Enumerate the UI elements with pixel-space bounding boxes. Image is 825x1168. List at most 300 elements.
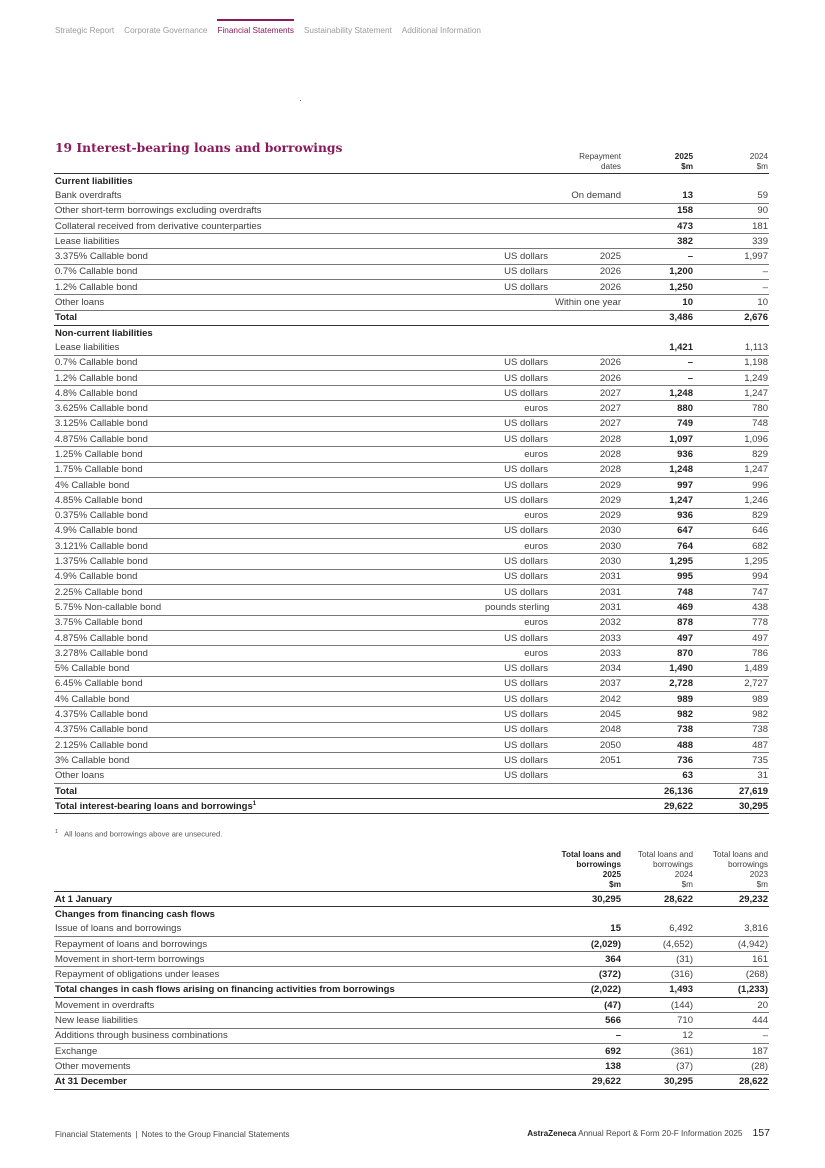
table-row: [54, 569, 769, 584]
row-currency: US dollars: [484, 692, 549, 707]
value-2024: 1,997: [694, 249, 769, 264]
value-2023: 161: [694, 952, 769, 967]
table-row: [54, 737, 769, 752]
table-row: [54, 1028, 769, 1043]
row-label: 3% Callable bond: [54, 753, 484, 768]
row-repayment-date: 2029: [549, 477, 622, 492]
table-row: [54, 998, 769, 1013]
row-repayment-date: 2025: [549, 249, 622, 264]
table-row: [54, 936, 769, 951]
value-2025: 29,622: [549, 1074, 622, 1089]
footer-report-title: Annual Report & Form 20-F Information 2025: [578, 1129, 743, 1138]
row-repayment-date: Within one year: [549, 295, 622, 310]
nav-item[interactable]: Financial Statements: [217, 26, 294, 35]
table-row: [54, 508, 769, 523]
row-currency: [484, 218, 549, 233]
row-repayment-date: 2050: [549, 737, 622, 752]
row-label: 3.375% Callable bond: [54, 249, 484, 264]
value-2024: (4,652): [622, 936, 694, 951]
total-2025: 26,136: [622, 783, 694, 798]
row-label: Repayment of obligations under leases: [54, 967, 549, 982]
value-2024: 1,295: [694, 554, 769, 569]
value-2025: 1,248: [622, 462, 694, 477]
table-row: [54, 280, 769, 295]
loans-table-header: [54, 152, 769, 174]
value-2024: 181: [694, 218, 769, 233]
total-row: [54, 783, 769, 798]
top-navigation: [55, 26, 481, 35]
row-label: 3.125% Callable bond: [54, 416, 484, 431]
row-label: 1.2% Callable bond: [54, 280, 484, 295]
table-row: [54, 646, 769, 661]
footer-report-info: [527, 1127, 770, 1139]
row-currency: US dollars: [484, 569, 549, 584]
value-2025: 30,295: [549, 892, 622, 907]
value-2023: (4,942): [694, 936, 769, 951]
row-repayment-date: 2030: [549, 539, 622, 554]
value-2024: 738: [694, 722, 769, 737]
value-2025: 1,250: [622, 280, 694, 295]
row-label: 1.75% Callable bond: [54, 462, 484, 477]
value-2025: 1,247: [622, 493, 694, 508]
row-label: New lease liabilities: [54, 1013, 549, 1028]
nav-item[interactable]: Strategic Report: [55, 26, 115, 35]
value-2024: 12: [622, 1028, 694, 1043]
row-currency: US dollars: [484, 768, 549, 783]
table-row: [54, 952, 769, 967]
row-repayment-date: 2033: [549, 630, 622, 645]
row-label: 4% Callable bond: [54, 477, 484, 492]
value-2024: 982: [694, 707, 769, 722]
table-row: [54, 355, 769, 370]
header-2024: 2024 $m: [694, 152, 769, 174]
value-2024: [622, 907, 694, 922]
row-label: Movement in overdrafts: [54, 998, 549, 1013]
total-2025: 29,622: [622, 799, 694, 814]
row-label: 3.625% Callable bond: [54, 401, 484, 416]
row-label: 6.45% Callable bond: [54, 676, 484, 691]
value-2025: [549, 907, 622, 922]
table-row: [54, 753, 769, 768]
value-2025: –: [622, 249, 694, 264]
table-row: [54, 768, 769, 783]
value-2024: 31: [694, 768, 769, 783]
footnote-reference: 1: [252, 800, 257, 807]
row-label: 4.9% Callable bond: [54, 523, 484, 538]
table-row: [54, 922, 769, 937]
row-repayment-date: 2037: [549, 676, 622, 691]
value-2025: 936: [622, 447, 694, 462]
table-row: [54, 203, 769, 218]
value-2023: 187: [694, 1043, 769, 1058]
value-2024: –: [694, 264, 769, 279]
row-repayment-date: 2028: [549, 462, 622, 477]
value-2025: 566: [549, 1013, 622, 1028]
value-2024: 10: [694, 295, 769, 310]
row-currency: [484, 188, 549, 203]
value-2024: 30,295: [622, 1074, 694, 1089]
value-2024: 1,249: [694, 370, 769, 385]
table-row: [54, 707, 769, 722]
loans-table: [54, 152, 769, 814]
value-2024: (31): [622, 952, 694, 967]
footer-section[interactable]: Financial Statements: [55, 1130, 132, 1139]
value-2023: (268): [694, 967, 769, 982]
row-label: 0.7% Callable bond: [54, 264, 484, 279]
value-2025: (372): [549, 967, 622, 982]
row-currency: euros: [484, 401, 549, 416]
table-row: [54, 523, 769, 538]
section-heading: Current liabilities: [55, 175, 133, 187]
value-2025: 497: [622, 630, 694, 645]
table-row: [54, 218, 769, 233]
header-total-2023: Total loans and borrowings 2023 $m: [694, 850, 769, 892]
value-2025: 488: [622, 737, 694, 752]
table-row: [54, 401, 769, 416]
value-2024: 747: [694, 585, 769, 600]
total-row: [54, 310, 769, 325]
value-2025: 364: [549, 952, 622, 967]
value-2024: (144): [622, 998, 694, 1013]
value-2024: –: [694, 280, 769, 295]
value-2025: 469: [622, 600, 694, 615]
row-label: Lease liabilities: [54, 340, 484, 355]
value-2023: (1,233): [694, 982, 769, 997]
row-label: 1.2% Callable bond: [54, 370, 484, 385]
row-label: 0.7% Callable bond: [54, 355, 484, 370]
value-2024: 497: [694, 630, 769, 645]
value-2025: 692: [549, 1043, 622, 1058]
header-total-2024: Total loans and borrowings 2024 $m: [622, 850, 694, 892]
value-2024: 829: [694, 508, 769, 523]
value-2024: 780: [694, 401, 769, 416]
row-label: 3.121% Callable bond: [54, 539, 484, 554]
table-row: [54, 585, 769, 600]
table-row: [54, 554, 769, 569]
row-currency: euros: [484, 539, 549, 554]
total-row: [54, 982, 769, 997]
row-repayment-date: 2033: [549, 646, 622, 661]
row-currency: euros: [484, 615, 549, 630]
row-label: Bank overdrafts: [54, 188, 484, 203]
total-label: Total: [55, 785, 77, 797]
section-heading-row: [54, 174, 769, 189]
row-currency: US dollars: [484, 462, 549, 477]
row-repayment-date: 2027: [549, 416, 622, 431]
table-row: [54, 600, 769, 615]
value-2024: 1,247: [694, 386, 769, 401]
row-label: 5% Callable bond: [54, 661, 484, 676]
row-label: 3.278% Callable bond: [54, 646, 484, 661]
value-2024: 59: [694, 188, 769, 203]
table-row: [54, 630, 769, 645]
row-repayment-date: 2026: [549, 370, 622, 385]
total-row: [54, 1074, 769, 1089]
row-currency: US dollars: [484, 416, 549, 431]
row-repayment-date: 2032: [549, 615, 622, 630]
row-repayment-date: 2031: [549, 569, 622, 584]
nav-item[interactable]: Sustainability Statement: [303, 26, 392, 35]
row-label: 4.85% Callable bond: [54, 493, 484, 508]
total-label-cell: [54, 310, 622, 325]
row-label: Lease liabilities: [54, 234, 484, 249]
row-label: Total changes in cash flows arising on financing activities from borrowings: [54, 982, 549, 997]
section-heading-row: [54, 325, 769, 340]
total-2024: 30,295: [694, 799, 769, 814]
value-2024: (361): [622, 1043, 694, 1058]
row-label: Movement in short-term borrowings: [54, 952, 549, 967]
row-repayment-date: [549, 768, 622, 783]
value-2025: 647: [622, 523, 694, 538]
row-repayment-date: 2031: [549, 585, 622, 600]
header-2025: 2025 $m: [622, 152, 694, 174]
nav-item[interactable]: Additional Information: [401, 26, 481, 35]
row-repayment-date: 2026: [549, 264, 622, 279]
row-label: Collateral received from derivative counterparties: [54, 218, 484, 233]
row-label: Issue of loans and borrowings: [54, 922, 549, 937]
row-currency: US dollars: [484, 722, 549, 737]
row-repayment-date: [549, 234, 622, 249]
value-2023: 3,816: [694, 922, 769, 937]
row-label: 4% Callable bond: [54, 692, 484, 707]
table-row: [54, 295, 769, 310]
movement-table-header: [54, 850, 769, 892]
row-label: 2.125% Callable bond: [54, 737, 484, 752]
table-row: [54, 249, 769, 264]
footnote-mark: 1: [55, 829, 59, 835]
header-repayment-dates: Repayment dates: [549, 152, 622, 174]
row-currency: US dollars: [484, 585, 549, 600]
table-row: [54, 370, 769, 385]
row-repayment-date: On demand: [549, 188, 622, 203]
row-currency: US dollars: [484, 249, 549, 264]
value-2025: 749: [622, 416, 694, 431]
table-row: [54, 1043, 769, 1058]
table-row: [54, 264, 769, 279]
value-2024: 1,198: [694, 355, 769, 370]
row-repayment-date: 2048: [549, 722, 622, 737]
value-2025: 138: [549, 1059, 622, 1074]
value-2025: 10: [622, 295, 694, 310]
value-2025: 1,200: [622, 264, 694, 279]
value-2024: 1,246: [694, 493, 769, 508]
table-row: [54, 462, 769, 477]
value-2025: (2,022): [549, 982, 622, 997]
row-currency: [484, 295, 549, 310]
value-2025: 63: [622, 768, 694, 783]
nav-item[interactable]: Corporate Governance: [124, 26, 208, 35]
value-2025: 880: [622, 401, 694, 416]
value-2025: 989: [622, 692, 694, 707]
row-currency: euros: [484, 646, 549, 661]
row-currency: US dollars: [484, 630, 549, 645]
table-row: [54, 1059, 769, 1074]
row-currency: US dollars: [484, 707, 549, 722]
row-repayment-date: 2029: [549, 508, 622, 523]
row-label: Repayment of loans and borrowings: [54, 936, 549, 951]
value-2024: 996: [694, 477, 769, 492]
row-currency: US dollars: [484, 737, 549, 752]
row-currency: US dollars: [484, 355, 549, 370]
row-repayment-date: 2045: [549, 707, 622, 722]
table-row: [54, 386, 769, 401]
row-repayment-date: [549, 218, 622, 233]
row-currency: pounds sterling: [484, 600, 549, 615]
value-2025: 997: [622, 477, 694, 492]
row-currency: [484, 234, 549, 249]
value-2025: 1,248: [622, 386, 694, 401]
value-2024: 6,492: [622, 922, 694, 937]
footer-breadcrumb: [55, 1130, 290, 1139]
value-2025: 382: [622, 234, 694, 249]
row-currency: US dollars: [484, 264, 549, 279]
value-2024: 989: [694, 692, 769, 707]
footer-subsection[interactable]: Notes to the Group Financial Statements: [141, 1130, 290, 1139]
total-label: Total interest-bearing loans and borrowings: [55, 800, 253, 812]
table-row: [54, 967, 769, 982]
row-repayment-date: 2027: [549, 401, 622, 416]
table-row: [54, 1013, 769, 1028]
row-label: 5.75% Non-callable bond: [54, 600, 484, 615]
row-label: 4.8% Callable bond: [54, 386, 484, 401]
footer-brand: AstraZeneca: [527, 1129, 577, 1138]
value-2023: 29,232: [694, 892, 769, 907]
table-row: [54, 477, 769, 492]
row-label: 0.375% Callable bond: [54, 508, 484, 523]
row-label: Other short-term borrowings excluding overdrafts: [54, 203, 484, 218]
table-row: [54, 539, 769, 554]
section-title: 19 Interest-bearing loans and borrowings: [55, 140, 343, 155]
value-2023: 28,622: [694, 1074, 769, 1089]
movement-table: [54, 850, 769, 1090]
row-label: 3.75% Callable bond: [54, 615, 484, 630]
value-2024: 829: [694, 447, 769, 462]
value-2024: 646: [694, 523, 769, 538]
value-2023: [694, 907, 769, 922]
value-2023: 20: [694, 998, 769, 1013]
total-2024: 2,676: [694, 310, 769, 325]
row-label: 4.375% Callable bond: [54, 707, 484, 722]
value-2025: –: [622, 355, 694, 370]
value-2024: (316): [622, 967, 694, 982]
total-label-cell: [54, 783, 622, 798]
row-repayment-date: 2042: [549, 692, 622, 707]
value-2024: 786: [694, 646, 769, 661]
row-currency: US dollars: [484, 523, 549, 538]
value-2024: 735: [694, 753, 769, 768]
row-currency: [484, 203, 549, 218]
table-row: [54, 661, 769, 676]
value-2025: 870: [622, 646, 694, 661]
header-total-2025: Total loans and borrowings 2025 $m: [549, 850, 622, 892]
row-repayment-date: 2031: [549, 600, 622, 615]
row-repayment-date: [549, 340, 622, 355]
row-repayment-date: 2051: [549, 753, 622, 768]
value-2025: 1,295: [622, 554, 694, 569]
row-repayment-date: 2027: [549, 386, 622, 401]
row-label: 1.375% Callable bond: [54, 554, 484, 569]
row-label: Other loans: [54, 295, 484, 310]
table-row: [54, 676, 769, 691]
row-label: Changes from financing cash flows: [55, 908, 215, 920]
row-label: Other movements: [54, 1059, 549, 1074]
row-repayment-date: [549, 203, 622, 218]
row-label: 4.9% Callable bond: [54, 569, 484, 584]
row-label: 1.25% Callable bond: [54, 447, 484, 462]
section-heading: Non-current liabilities: [55, 327, 153, 339]
row-label: 4.875% Callable bond: [54, 630, 484, 645]
value-2024: 28,622: [622, 892, 694, 907]
value-2024: 2,727: [694, 676, 769, 691]
value-2024: 1,247: [694, 462, 769, 477]
value-2025: 738: [622, 722, 694, 737]
value-2024: 1,489: [694, 661, 769, 676]
row-label: Exchange: [54, 1043, 549, 1058]
header-label-col: [54, 152, 484, 174]
value-2024: 994: [694, 569, 769, 584]
row-currency: US dollars: [484, 370, 549, 385]
row-label: 2.25% Callable bond: [54, 585, 484, 600]
value-2025: (2,029): [549, 936, 622, 951]
value-2025: 1,421: [622, 340, 694, 355]
total-row: [54, 892, 769, 907]
total-label-cell: [54, 799, 622, 814]
row-label: Other loans: [54, 768, 484, 783]
row-repayment-date: 2034: [549, 661, 622, 676]
value-2025: 15: [549, 922, 622, 937]
stray-dot: [300, 100, 301, 101]
value-2023: (28): [694, 1059, 769, 1074]
total-2024: 27,619: [694, 783, 769, 798]
value-2024: 487: [694, 737, 769, 752]
row-label: At 1 January: [54, 892, 549, 907]
value-2025: 764: [622, 539, 694, 554]
value-2024: 682: [694, 539, 769, 554]
value-2025: 736: [622, 753, 694, 768]
row-repayment-date: 2026: [549, 355, 622, 370]
row-currency: US dollars: [484, 676, 549, 691]
value-2025: 13: [622, 188, 694, 203]
table-row: [54, 416, 769, 431]
value-2025: (47): [549, 998, 622, 1013]
table-row: [54, 447, 769, 462]
table-row: [54, 234, 769, 249]
row-currency: [484, 340, 549, 355]
row-label: 4.875% Callable bond: [54, 432, 484, 447]
total-label: Total: [55, 312, 77, 324]
row-currency: US dollars: [484, 554, 549, 569]
header-label-col: [54, 850, 549, 892]
row-repayment-date: 2029: [549, 493, 622, 508]
value-2025: 2,728: [622, 676, 694, 691]
value-2025: 748: [622, 585, 694, 600]
footnote: [55, 829, 222, 839]
table-row: [54, 722, 769, 737]
value-2024: 778: [694, 615, 769, 630]
table-row: [54, 188, 769, 203]
row-currency: US dollars: [484, 661, 549, 676]
section-heading-row: [54, 907, 769, 922]
page-number: 157: [752, 1127, 770, 1139]
row-currency: US dollars: [484, 493, 549, 508]
header-currency-col: [484, 152, 549, 174]
row-repayment-date: 2028: [549, 447, 622, 462]
table-row: [54, 615, 769, 630]
value-2025: 473: [622, 218, 694, 233]
value-2024: 1,096: [694, 432, 769, 447]
row-repayment-date: 2030: [549, 523, 622, 538]
value-2024: 438: [694, 600, 769, 615]
